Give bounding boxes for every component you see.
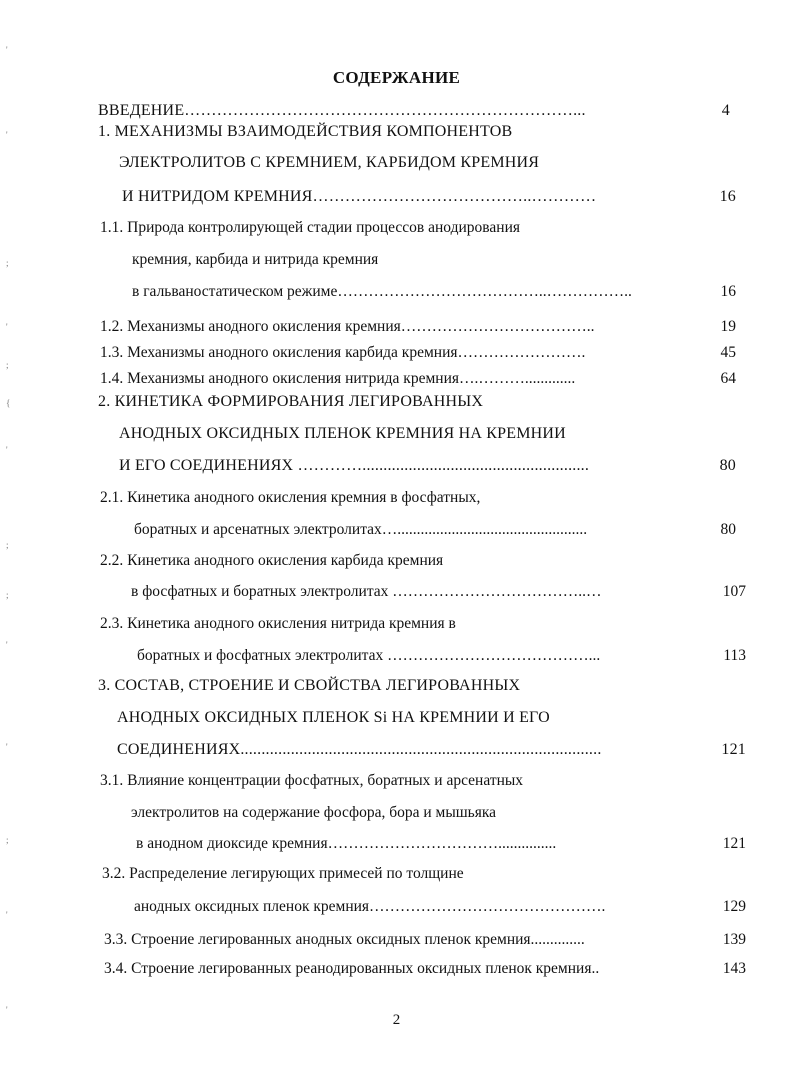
footer-page-number: 2 xyxy=(392,1012,401,1028)
toc-section-3-2-line-2: анодных оксидных пленок кремния………………………………………. xyxy=(134,898,606,915)
toc-chapter-1-line-3: И НИТРИДОМ КРЕМНИЯ…………………………………..………… xyxy=(122,188,597,205)
toc-section-2-3-line-1: 2.3. Кинетика анодного окисления нитрида кремния в xyxy=(100,615,456,632)
toc-section-1-4: 1.4. Механизмы анодного окисления нитрида кремния….………............. xyxy=(100,370,576,387)
toc-page-number: 139 xyxy=(722,931,746,948)
scan-mark: ' xyxy=(6,1005,8,1015)
scan-mark: ; xyxy=(6,835,9,845)
toc-page-number: 45 xyxy=(720,344,736,361)
toc-chapter-2-line-1: 2. КИНЕТИКА ФОРМИРОВАНИЯ ЛЕГИРОВАННЫХ xyxy=(98,393,484,410)
toc-page-number: 143 xyxy=(722,960,746,977)
toc-page-number: 107 xyxy=(722,583,746,600)
scan-mark: ; xyxy=(6,258,9,268)
scan-mark: ' xyxy=(6,910,8,920)
toc-section-3-1-line-1: 3.1. Влияние концентрации фосфатных, боратных и арсенатных xyxy=(100,772,524,789)
scan-mark: ' xyxy=(6,130,8,140)
toc-page-number: 80 xyxy=(719,457,736,474)
toc-section-3-1-line-2: электролитов на содержание фосфора, бора и мышьяка xyxy=(131,804,497,821)
toc-page-number: 19 xyxy=(720,318,736,335)
toc-section-1-2: 1.2. Механизмы анодного окисления кремния……………………………….. xyxy=(100,318,595,335)
toc-chapter-3-line-2: АНОДНЫХ ОКСИДНЫХ ПЛЕНОК Si НА КРЕМНИИ И ЕГО xyxy=(117,709,550,726)
toc-section-2-1-line-1: 2.1. Кинетика анодного окисления кремния в фосфатных, xyxy=(100,489,481,506)
scan-mark: ; xyxy=(6,590,9,600)
toc-chapter-3-line-1: 3. СОСТАВ, СТРОЕНИЕ И СВОЙСТВА ЛЕГИРОВАННЫХ xyxy=(98,677,521,694)
toc-section-2-2-line-2: в фосфатных и боратных электролитах ………………………………..… xyxy=(131,583,602,600)
toc-section-3-4: 3.4. Строение легированных реанодированных оксидных пленок кремния.. xyxy=(104,960,600,977)
page-title: СОДЕРЖАНИЕ xyxy=(332,68,461,87)
scan-mark: ' xyxy=(6,322,8,332)
toc-page-number: 121 xyxy=(721,741,746,758)
toc-section-2-3-line-2: боратных и фосфатных электролитах …………………………………... xyxy=(137,647,601,664)
scan-mark: ; xyxy=(6,360,9,370)
toc-page-number: 129 xyxy=(722,898,746,915)
scan-mark: ' xyxy=(6,445,8,455)
toc-chapter-2-line-2: АНОДНЫХ ОКСИДНЫХ ПЛЕНОК КРЕМНИЯ НА КРЕМНИИ xyxy=(119,425,566,442)
scan-mark: ' xyxy=(6,640,8,650)
scan-mark: ' xyxy=(6,742,8,752)
scan-mark: { xyxy=(6,398,11,408)
scan-mark: ' xyxy=(6,45,8,55)
scan-mark: ; xyxy=(6,540,9,550)
toc-chapter-1-line-1: 1. МЕХАНИЗМЫ ВЗАИМОДЕЙСТВИЯ КОМПОНЕНТОВ xyxy=(98,123,513,140)
toc-section-2-2-line-1: 2.2. Кинетика анодного окисления карбида кремния xyxy=(100,552,444,569)
toc-page-number: 121 xyxy=(722,835,746,852)
toc-page-number: 64 xyxy=(720,370,736,387)
toc-chapter-2-line-3: И ЕГО СОЕДИНЕНИЯХ …………...................................................... xyxy=(119,457,590,474)
toc-page-number: 80 xyxy=(720,521,736,538)
toc-entry-introduction: ВВЕДЕНИЕ………………………………………………………………... xyxy=(98,102,586,119)
toc-page-number: 4 xyxy=(721,102,730,119)
toc-page-number: 16 xyxy=(720,283,736,300)
toc-section-1-1-line-3: в гальваностатическом режиме…………………………………..…………….. xyxy=(132,283,632,300)
toc-section-3-3: 3.3. Строение легированных анодных оксидных пленок кремния.............. xyxy=(104,931,585,948)
toc-section-3-2-line-1: 3.2. Распределение легирующих примесей по толщине xyxy=(102,865,464,882)
toc-page-number: 16 xyxy=(719,188,736,205)
toc-section-1-1-line-1: 1.1. Природа контролирующей стадии процессов анодирования xyxy=(100,219,520,236)
toc-section-1-3: 1.3. Механизмы анодного окисления карбида кремния……………………. xyxy=(100,344,586,361)
toc-chapter-1-line-2: ЭЛЕКТРОЛИТОВ С КРЕМНИЕМ, КАРБИДОМ КРЕМНИЯ xyxy=(119,154,540,171)
toc-section-3-1-line-3: в анодном диоксиде кремния……………………………............... xyxy=(136,835,557,852)
toc-section-2-1-line-2: боратных и арсенатных электролитах…................................................. xyxy=(134,521,588,538)
toc-page-number: 113 xyxy=(723,647,746,664)
toc-chapter-3-line-3: СОЕДИНЕНИЯХ...................................................................................... xyxy=(117,741,602,758)
toc-section-1-1-line-2: кремния, карбида и нитрида кремния xyxy=(132,251,379,268)
